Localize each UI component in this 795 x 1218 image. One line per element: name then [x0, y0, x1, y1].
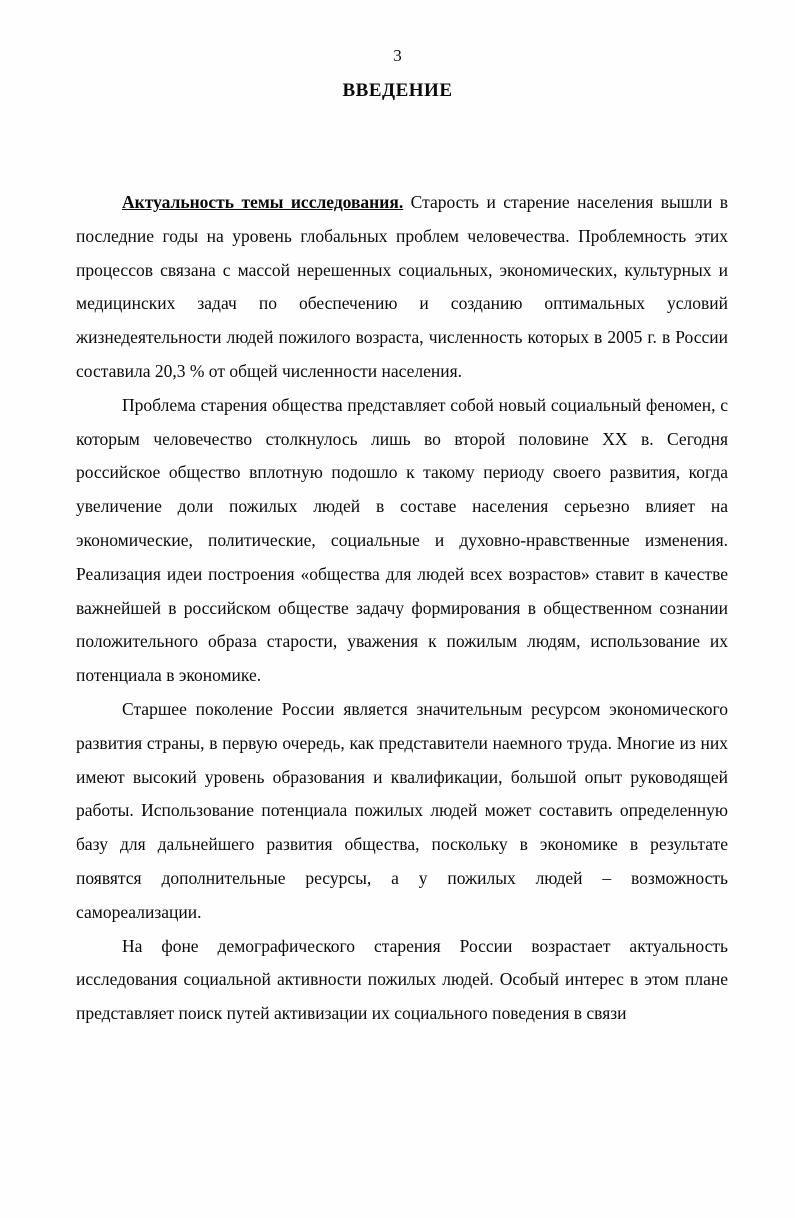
paragraph-text: Старость и старение населения вышли в последние годы на уровень глобальных проблем человечества. Проблемность этих процессов связана с массой нерешенных социальных, экономических, культурных и медицинских задач по обеспечению и созданию оптимальных условий жизнедеятельности людей пожилого возраста, численность которых в 2005 г. в России составила 20,3 % от общей численности населения. [76, 192, 729, 381]
document-body [76, 186, 728, 1031]
paragraph-actuality [76, 186, 728, 389]
page-title: ВВЕДЕНИЕ [342, 80, 453, 101]
paragraph-aging-problem: Проблема старения общества представляет собой новый социальный феномен, с которым человечество столкнулось лишь во второй половине XX в. Сегодня российское общество вплотную подошло к такому периоду своего развития, когда увеличение доли пожилых людей в составе населения серьезно влияет на экономические, политические, социальные и духовно-нравственные изменения. Реализация идеи построения «общества для людей всех возрастов» ставит в качестве важнейшей в российском обществе задачу формирования в общественном сознании положительного образа старости, уважения к пожилым людям, использование их потенциала в экономике. [76, 394, 728, 686]
page-number: 3 [393, 46, 402, 65]
paragraph-lead-heading: Актуальность темы исследования. [122, 192, 404, 212]
paragraph-demographic-aging: На фоне демографического старения России возрастает актуальность исследования социальной активности пожилых людей. Особый интерес в этом плане представляет поиск путей активизации их социального поведения в связи [76, 935, 728, 1024]
paragraph-older-generation: Старшее поколение России является значительным ресурсом экономического развития страны, в первую очередь, как представители наемного труда. Многие из них имеют высокий уровень образования и квалификации, большой опыт руководящей работы. Использование потенциала пожилых людей может составить определенную базу для дальнейшего развития общества, поскольку в экономике в результате появятся дополнительные ресурсы, а у пожилых людей – возможность самореализации. [76, 698, 728, 922]
